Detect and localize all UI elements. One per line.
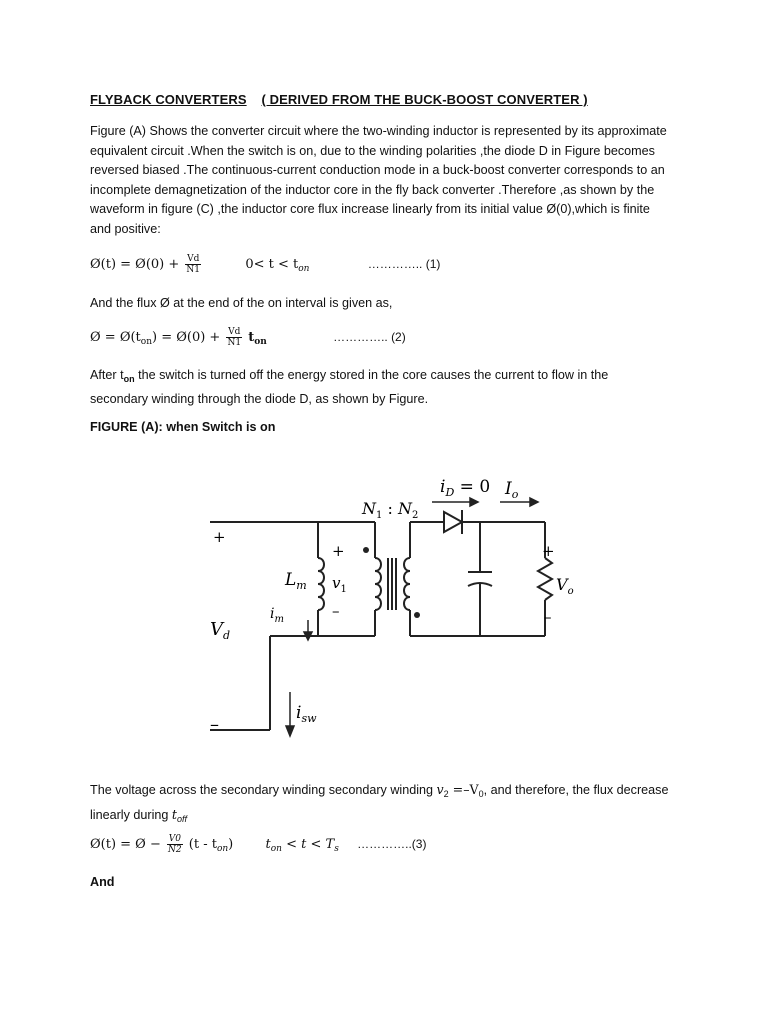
intro-line: equivalent circuit .When the switch is on, due to the winding polarities ,the diode D in Figure becomes [90, 143, 655, 158]
magnetizing-inductance-label: $L_m$ [285, 570, 307, 592]
magnetizing-current-label: $i_m$ [270, 606, 284, 625]
primary-plus: + [332, 542, 345, 560]
equation-3: Ø(t) = Ø − $\frac{V0}{N2}$ $(t - t_{on})$ $t_{on} < t < T_s$ …………..(3) [90, 834, 427, 855]
intro-line: waveform in figure (C) ,the inductor core flux increase linearly from its initial value Ø(0),which is finite [90, 202, 650, 216]
secondary-paragraph: The voltage across the secondary winding secondary winding $v_2 =-V_0$, and therefore, the flux decrease linearly during $t_{off}$ [90, 782, 669, 824]
polarity-dot-secondary [414, 612, 420, 618]
title-main: FLYBACK CONVERTERS [90, 92, 247, 107]
after-paragraph: After $t_{on}$ the switch is turned off the energy stored in the core causes the current to flow in the secondary winding through the diode D, as shown by Figure. [90, 368, 609, 406]
circuit-diagram [200, 460, 580, 770]
output-voltage-label: $V_o$ [556, 575, 574, 597]
circuit-wires [210, 522, 552, 730]
output-current-label: $I_o$ [505, 479, 519, 501]
equation-number: ………….. (2) [333, 330, 406, 344]
fraction: $\frac{Vd}{N1}$ [227, 327, 242, 348]
primary-voltage-label: $v_1$ [332, 574, 347, 595]
closing-text: And [90, 875, 115, 889]
figure-caption: FIGURE (A): when Switch is on [90, 420, 276, 434]
input-minus: – [210, 714, 219, 735]
output-minus: – [544, 608, 552, 626]
fraction: $\frac{V0}{N2}$ [168, 834, 182, 855]
intro-line: reversed biased .The continuous-current conduction mode in a buck-boost converter corresponds to an [90, 163, 665, 177]
primary-minus: – [332, 602, 340, 620]
diode-symbol [444, 510, 462, 534]
title-sub: ( DERIVED FROM THE BUCK-BOOST CONVERTER ) [261, 92, 588, 107]
input-voltage-label: $V_d$ [210, 619, 231, 642]
intro-line: and positive: [90, 221, 161, 236]
polarity-dot-primary [363, 547, 369, 553]
current-arrows [286, 498, 538, 736]
flux-intro: And the flux Ø at the end of the on interval is given as, [90, 296, 393, 310]
circuit-figure [200, 460, 580, 770]
switch-current-label: $i_{sw}$ [296, 703, 317, 725]
output-plus: + [542, 542, 555, 560]
turns-ratio-label: $N_1$ : $N_2$ [362, 499, 419, 521]
input-plus: + [213, 528, 226, 546]
fraction: $\frac{Vd}{N1}$ [186, 254, 201, 275]
equation-number: ………….. (1) [367, 257, 441, 271]
intro-line: Figure (A) Shows the converter circuit where the two-winding inductor is represented by its approximate [90, 124, 667, 138]
diode-current-label: $i_D = 0$ [440, 477, 491, 499]
intro-line: incomplete demagnetization of the inductor core in the fly back converter .Therefore ,as shown by the [90, 182, 655, 197]
intro-paragraph [90, 122, 690, 239]
page-title [90, 92, 588, 107]
equation-2: Ø = $Ø(t_{on})$ = Ø(0) + $\frac{Vd}{N1}$ $t_{on}$ ………….. (2) [90, 327, 406, 348]
equation-number: …………..(3) [357, 837, 427, 851]
equation-1: Ø(t) = Ø(0) + $\frac{Vd}{N1}$ $0< t < t_{on}$ ………….. (1) [90, 254, 441, 275]
